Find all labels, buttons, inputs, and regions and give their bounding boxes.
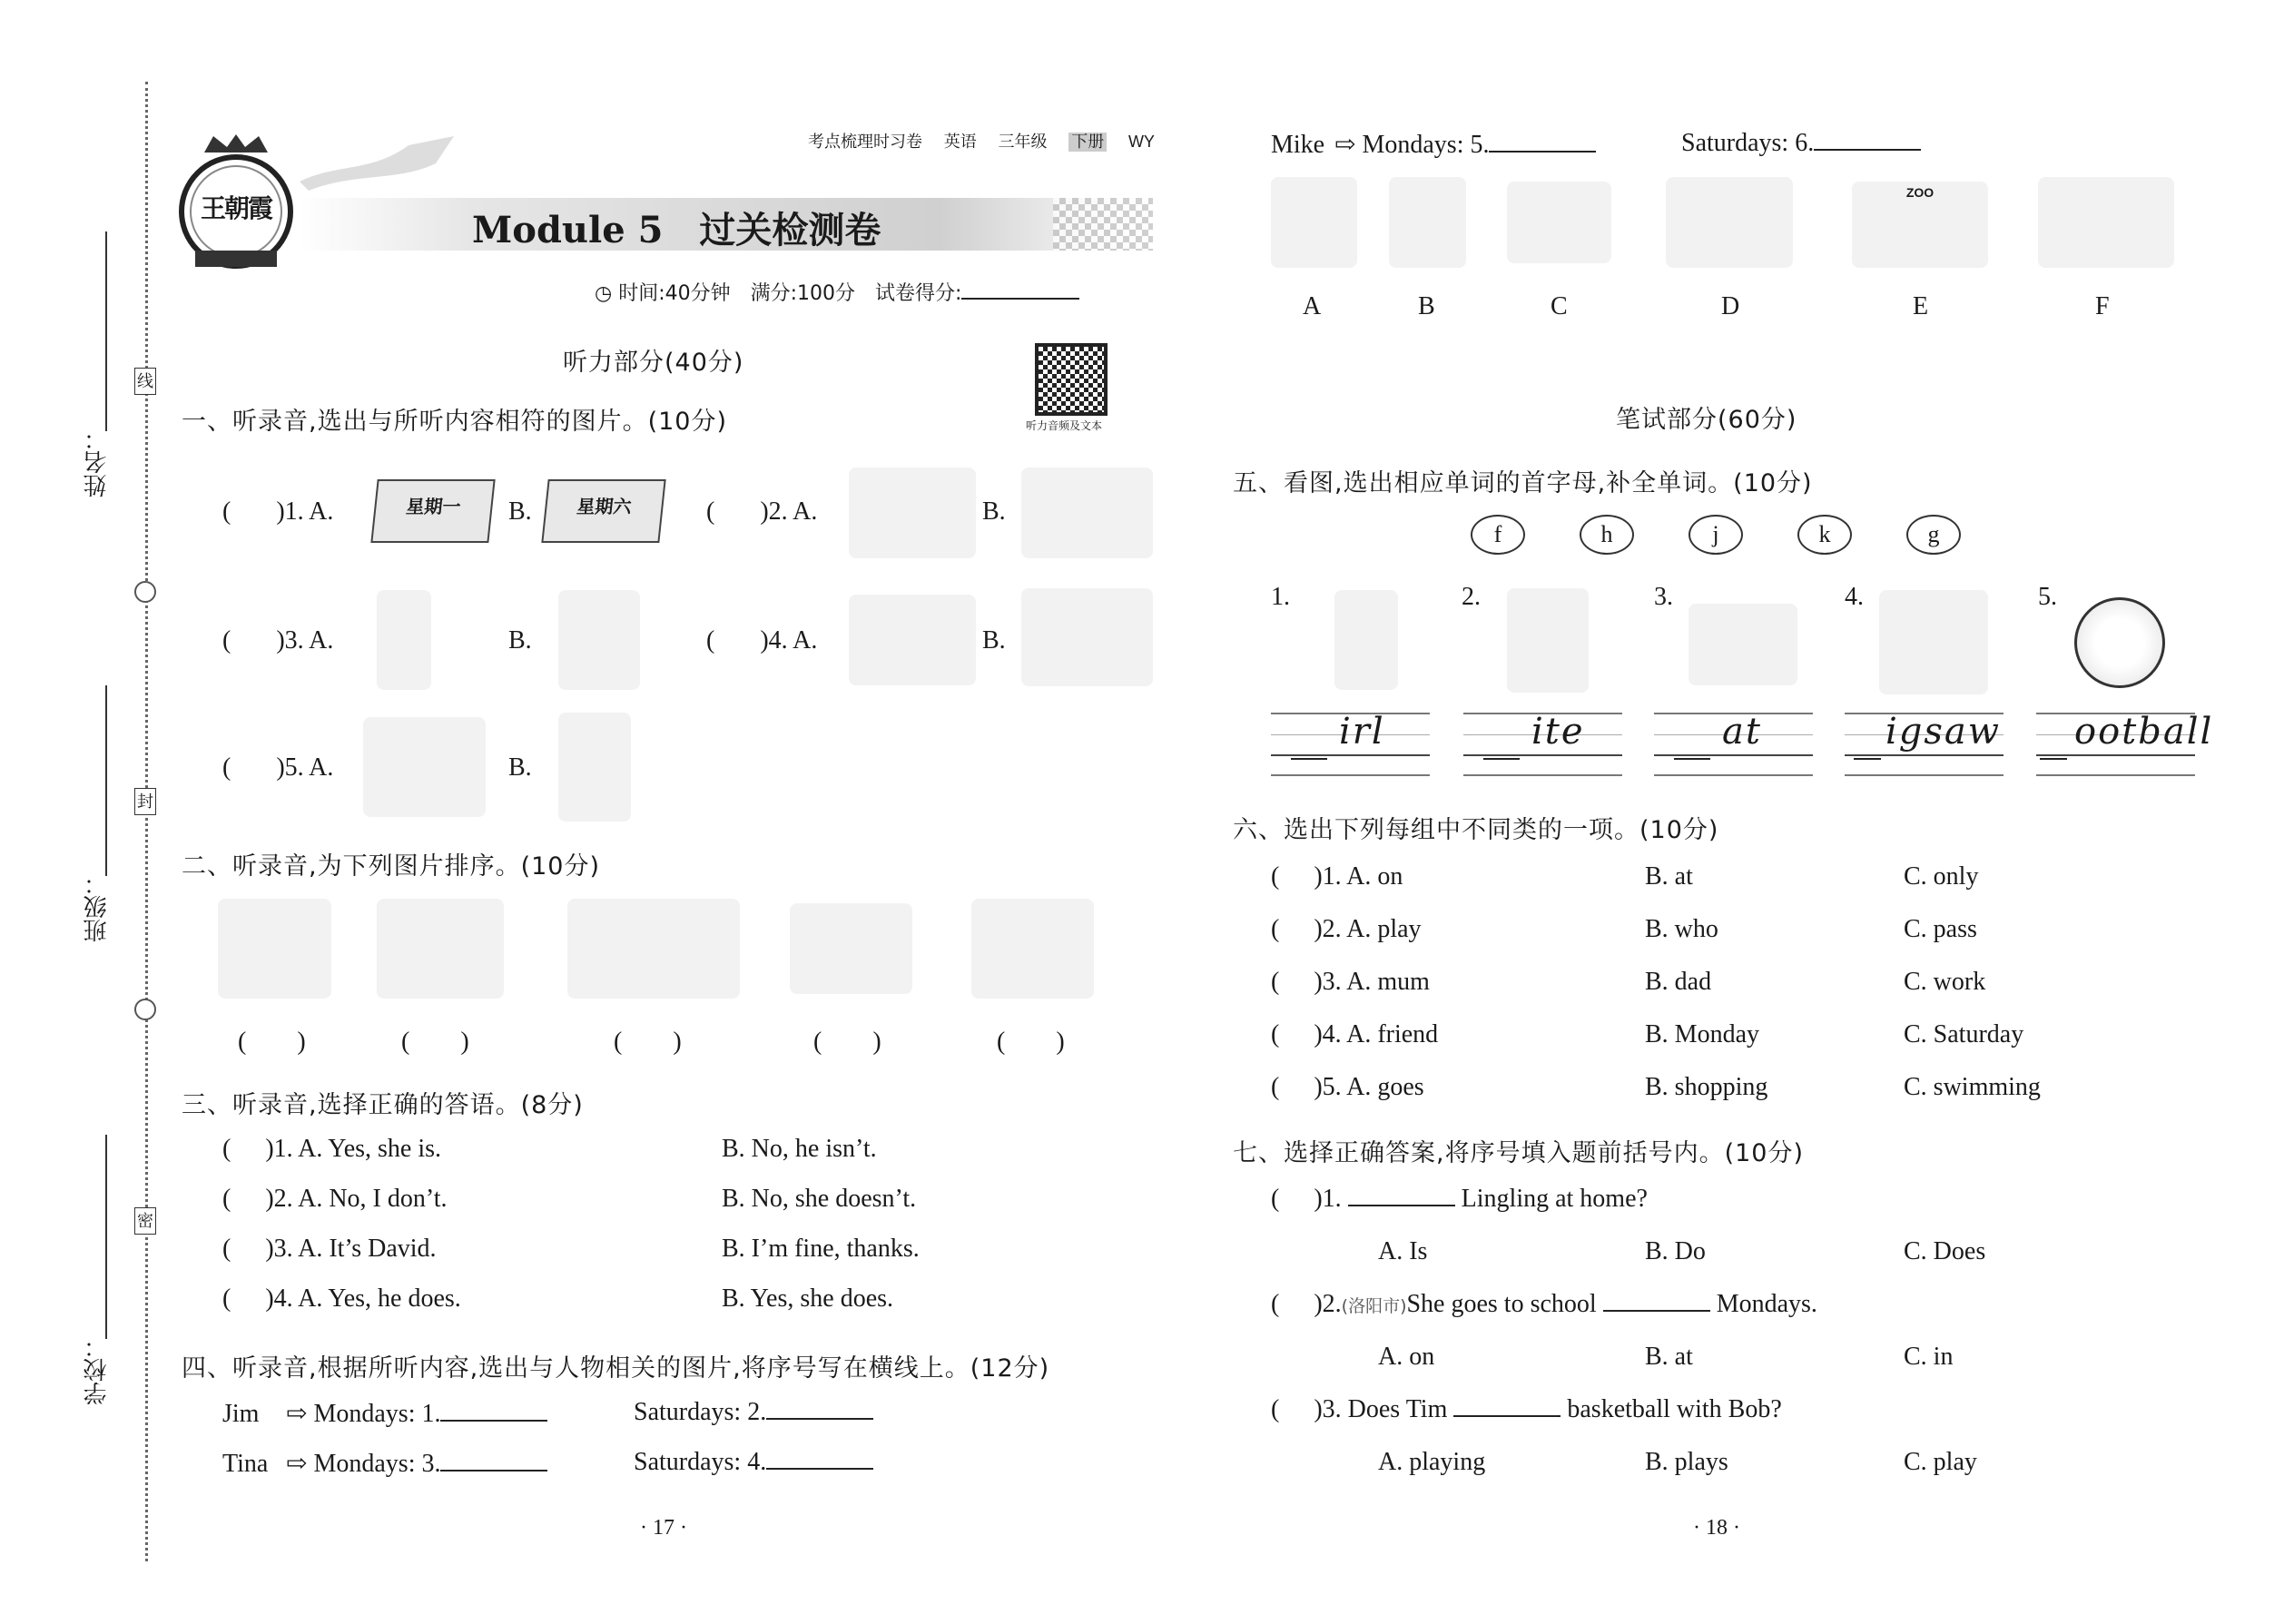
zoo-picture	[1852, 182, 1988, 268]
s1-q5: ( )5. A.	[222, 753, 334, 782]
s3-q1-b: B. No, he isn’t.	[722, 1135, 877, 1163]
option-a: A	[1303, 292, 1322, 320]
writing-lines-2	[1463, 713, 1622, 776]
option-b: B	[1418, 292, 1435, 320]
s4-tina-row: Tina ⇨ Mondays: 3.	[222, 1448, 547, 1479]
classroom-picture	[1021, 588, 1153, 686]
edition-label: WY	[1127, 133, 1155, 151]
binding-ornament-icon	[134, 999, 156, 1020]
word-blank-5[interactable]	[2040, 758, 2067, 760]
s7-q2-stem: ( )2.(洛阳市)She goes to school Mondays.	[1271, 1290, 1817, 1318]
letter-option-h: h	[1580, 515, 1634, 555]
s4-mike-sat: Saturdays: 6.	[1681, 129, 1921, 158]
option-d: D	[1721, 292, 1740, 320]
s5-num-5: 5.	[2038, 583, 2057, 611]
s6-q2-a: ( )2. A. play	[1271, 915, 1422, 943]
s3-q2-b: B. No, she doesn’t.	[722, 1185, 917, 1213]
basketball-picture	[363, 717, 486, 817]
s6-q5-c: C. swimming	[1904, 1073, 2041, 1101]
letter-option-j: j	[1689, 515, 1743, 555]
word-blank-4[interactable]	[1854, 758, 1881, 760]
word-blank-2[interactable]	[1483, 758, 1520, 760]
section-2-title: 二、听录音,为下列图片排序。(10分)	[182, 852, 601, 881]
s6-q3-a: ( )3. A. mum	[1271, 968, 1430, 996]
s1-q4-b: B.	[982, 626, 1006, 655]
s3-q3-a: ( )3. A. It’s David.	[222, 1235, 437, 1263]
s3-q2-a: ( )2. A. No, I don’t.	[222, 1185, 448, 1213]
boys-football-picture	[1021, 468, 1153, 558]
option-e: E	[1913, 292, 1929, 320]
s4-jim-sat: Saturdays: 2.	[634, 1398, 873, 1427]
volume-badge: 下册	[1068, 133, 1107, 152]
boy-teddy-picture	[218, 899, 331, 999]
girl-cycling-picture	[849, 468, 976, 558]
s7-q1-c: C. Does	[1904, 1237, 1986, 1265]
s6-q3-b: B. dad	[1645, 968, 1712, 996]
s3-q4-b: B. Yes, she does.	[722, 1284, 894, 1313]
s7-q1-blank[interactable]	[1348, 1185, 1455, 1206]
s4-tina-sat: Saturdays: 4.	[634, 1448, 873, 1477]
s1-q2: ( )2. A.	[706, 497, 818, 526]
girl-standing-picture	[558, 713, 631, 822]
table-tennis-picture	[567, 899, 740, 999]
blank-4[interactable]	[766, 1448, 873, 1470]
written-heading: 笔试部分(60分)	[1616, 406, 1797, 434]
s7-q3-stem: ( )3. Does Tim basketball with Bob?	[1271, 1395, 1782, 1423]
name-line	[105, 231, 107, 431]
s6-q2-b: B. who	[1645, 915, 1718, 943]
section-6-title: 六、选出下列每组中不同类的一项。(10分)	[1233, 816, 1719, 844]
word-blank-1[interactable]	[1291, 758, 1327, 760]
s6-q2-c: C. pass	[1904, 915, 1977, 943]
writing-lines-5	[2036, 711, 2214, 776]
seal-seal-box: 封	[134, 788, 156, 815]
s7-q1-b: B. Do	[1645, 1237, 1706, 1265]
s7-q1-a: A. Is	[1378, 1237, 1428, 1265]
blank-5[interactable]	[1489, 131, 1596, 153]
binding-dotted-line	[145, 82, 148, 1561]
grade-label: 三年级	[998, 133, 1048, 152]
shopping-cart-picture	[1271, 177, 1357, 268]
s7-q3-a: A. playing	[1378, 1448, 1486, 1476]
word-3: at	[1722, 711, 1762, 753]
section-3-title: 三、听录音,选择正确的答语。(8分)	[182, 1091, 584, 1119]
s7-q2-a: A. on	[1378, 1343, 1435, 1371]
calendar-saturday-picture: 星期六	[541, 479, 665, 543]
seal-line-box: 线	[134, 368, 156, 395]
clock-icon: ◷	[595, 282, 619, 305]
s1-q3: ( )3. A.	[222, 626, 334, 655]
binding-ornament-icon	[134, 581, 156, 603]
blank-2[interactable]	[766, 1398, 873, 1420]
s6-q1-b: B. at	[1645, 862, 1693, 891]
qr-code	[1035, 343, 1108, 416]
word-2: ite	[1531, 711, 1585, 753]
s7-q2-b: B. at	[1645, 1343, 1693, 1371]
score-blank[interactable]	[961, 278, 1079, 300]
writing-lines-1	[1271, 713, 1430, 776]
blank-3[interactable]	[440, 1450, 547, 1471]
s1-q1: ( )1. A.	[222, 497, 334, 526]
option-f: F	[2095, 292, 2110, 320]
word-blank-3[interactable]	[1674, 758, 1710, 760]
family-sofa-picture	[790, 903, 912, 994]
qr-caption: 听力音频及文本	[1026, 419, 1103, 432]
family-tv-picture	[849, 595, 976, 685]
s7-q3-b: B. plays	[1645, 1448, 1728, 1476]
s1-q2-b: B.	[982, 497, 1006, 526]
arrow-icon: ⇨	[286, 1400, 314, 1428]
logo-text: 王朝霞	[200, 193, 271, 223]
s4-jim-row: Jim ⇨ Mondays: 1.	[222, 1398, 547, 1429]
s7-q3-blank[interactable]	[1453, 1395, 1561, 1417]
page-title: Module 5 过关检测卷	[472, 209, 881, 251]
jigsaw-picture	[1879, 590, 1988, 694]
title-checker	[1053, 198, 1153, 251]
listening-heading: 听力部分(40分)	[563, 349, 744, 377]
subject-label: 英语	[943, 133, 977, 152]
blank-1[interactable]	[440, 1400, 547, 1422]
city-tag: (洛阳市)	[1341, 1296, 1407, 1316]
s7-q1-stem: ( )1. Lingling at home?	[1271, 1185, 1648, 1213]
s5-num-4: 4.	[1845, 583, 1864, 611]
s7-q2-c: C. in	[1904, 1343, 1954, 1371]
arrow-icon: ⇨	[286, 1450, 314, 1478]
man-walking-picture	[377, 590, 431, 690]
section-5-title: 五、看图,选出相应单词的首字母,补全单词。(10分)	[1233, 469, 1813, 497]
s6-q4-b: B. Monday	[1645, 1020, 1759, 1048]
zoo-sign: ZOO	[1905, 185, 1935, 200]
section-7-title: 七、选择正确答案,将序号填入题前括号内。(10分)	[1233, 1139, 1805, 1167]
calendar-monday-picture: 星期一	[370, 479, 495, 543]
s6-q5-b: B. shopping	[1645, 1073, 1768, 1101]
letter-option-f: f	[1471, 515, 1525, 555]
s2-answer-5[interactable]: ( )	[997, 1028, 1065, 1056]
s7-q3-c: C. play	[1904, 1448, 1977, 1476]
s5-num-3: 3.	[1654, 583, 1673, 611]
word-4: igsaw	[1885, 711, 2002, 753]
page-number-left: · 17 ·	[640, 1516, 687, 1540]
ribbon-decoration	[300, 136, 454, 191]
class-line	[105, 685, 107, 876]
letter-option-g: g	[1906, 515, 1961, 555]
series-label: 考点梳理时习卷	[808, 133, 922, 152]
class-label: 班级：	[84, 871, 111, 942]
s3-q1-a: ( )1. A. Yes, she is.	[222, 1135, 442, 1163]
girl-picture	[1334, 590, 1398, 690]
s6-q1-a: ( )1. A. on	[1271, 862, 1403, 891]
s7-q2-blank[interactable]	[1603, 1290, 1710, 1312]
grandparents-picture	[971, 899, 1094, 999]
s3-q3-b: B. I’m fine, thanks.	[722, 1235, 920, 1263]
s6-q3-c: C. work	[1904, 968, 1986, 996]
s1-q1-b: B.	[508, 497, 532, 526]
swimming-picture	[1507, 182, 1611, 263]
blank-6[interactable]	[1814, 129, 1921, 151]
page-number-right: · 18 ·	[1693, 1516, 1740, 1540]
s6-q5-a: ( )5. A. goes	[1271, 1073, 1424, 1101]
s2-answer-2[interactable]: ( )	[401, 1028, 469, 1056]
word-5: ootball	[2074, 711, 2214, 753]
s4-mike-row: Mike ⇨ Mondays: 5.	[1271, 129, 1596, 160]
time-score-info: ◷ 时间:40分钟 满分:100分 试卷得分:	[595, 278, 1079, 306]
section-4-title: 四、听录音,根据所听内容,选出与人物相关的图片,将序号写在横线上。(12分)	[182, 1354, 1050, 1383]
hat-picture	[1689, 604, 1797, 685]
living-room-picture	[2038, 177, 2174, 268]
s2-answer-1[interactable]: ( )	[238, 1028, 306, 1056]
s2-answer-4[interactable]: ( )	[813, 1028, 881, 1056]
s6-q4-c: C. Saturday	[1904, 1020, 2024, 1048]
s6-q4-a: ( )4. A. friend	[1271, 1020, 1439, 1048]
woman-shopping-picture	[558, 590, 640, 690]
school-building-picture	[1666, 177, 1793, 268]
s1-q3-b: B.	[508, 626, 532, 655]
kids-school-picture	[377, 899, 504, 999]
option-c: C	[1551, 292, 1568, 320]
school-line	[105, 1135, 107, 1339]
header-meta	[808, 129, 1155, 153]
s5-num-1: 1.	[1271, 583, 1290, 611]
writing-lines-3	[1654, 713, 1813, 776]
exercise-picture	[1389, 177, 1466, 268]
brand-logo	[177, 134, 295, 271]
s6-q1-c: C. only	[1904, 862, 1979, 891]
kite-picture	[1507, 588, 1589, 693]
s5-num-2: 2.	[1462, 583, 1481, 611]
football-picture	[2074, 597, 2165, 688]
arrow-icon: ⇨	[1334, 131, 1363, 159]
s1-q4: ( )4. A.	[706, 626, 818, 655]
letter-option-k: k	[1797, 515, 1852, 555]
name-label: 姓名：	[84, 427, 111, 497]
s1-q5-b: B.	[508, 753, 532, 782]
writing-lines-4	[1845, 713, 2004, 776]
word-1: irl	[1339, 711, 1385, 753]
s2-answer-3[interactable]: ( )	[614, 1028, 682, 1056]
school-label: 学校：	[84, 1334, 111, 1405]
s3-q4-a: ( )4. A. Yes, he does.	[222, 1284, 461, 1313]
seal-secret-box: 密	[134, 1207, 156, 1235]
section-1-title: 一、听录音,选出与所听内容相符的图片。(10分)	[182, 408, 728, 436]
